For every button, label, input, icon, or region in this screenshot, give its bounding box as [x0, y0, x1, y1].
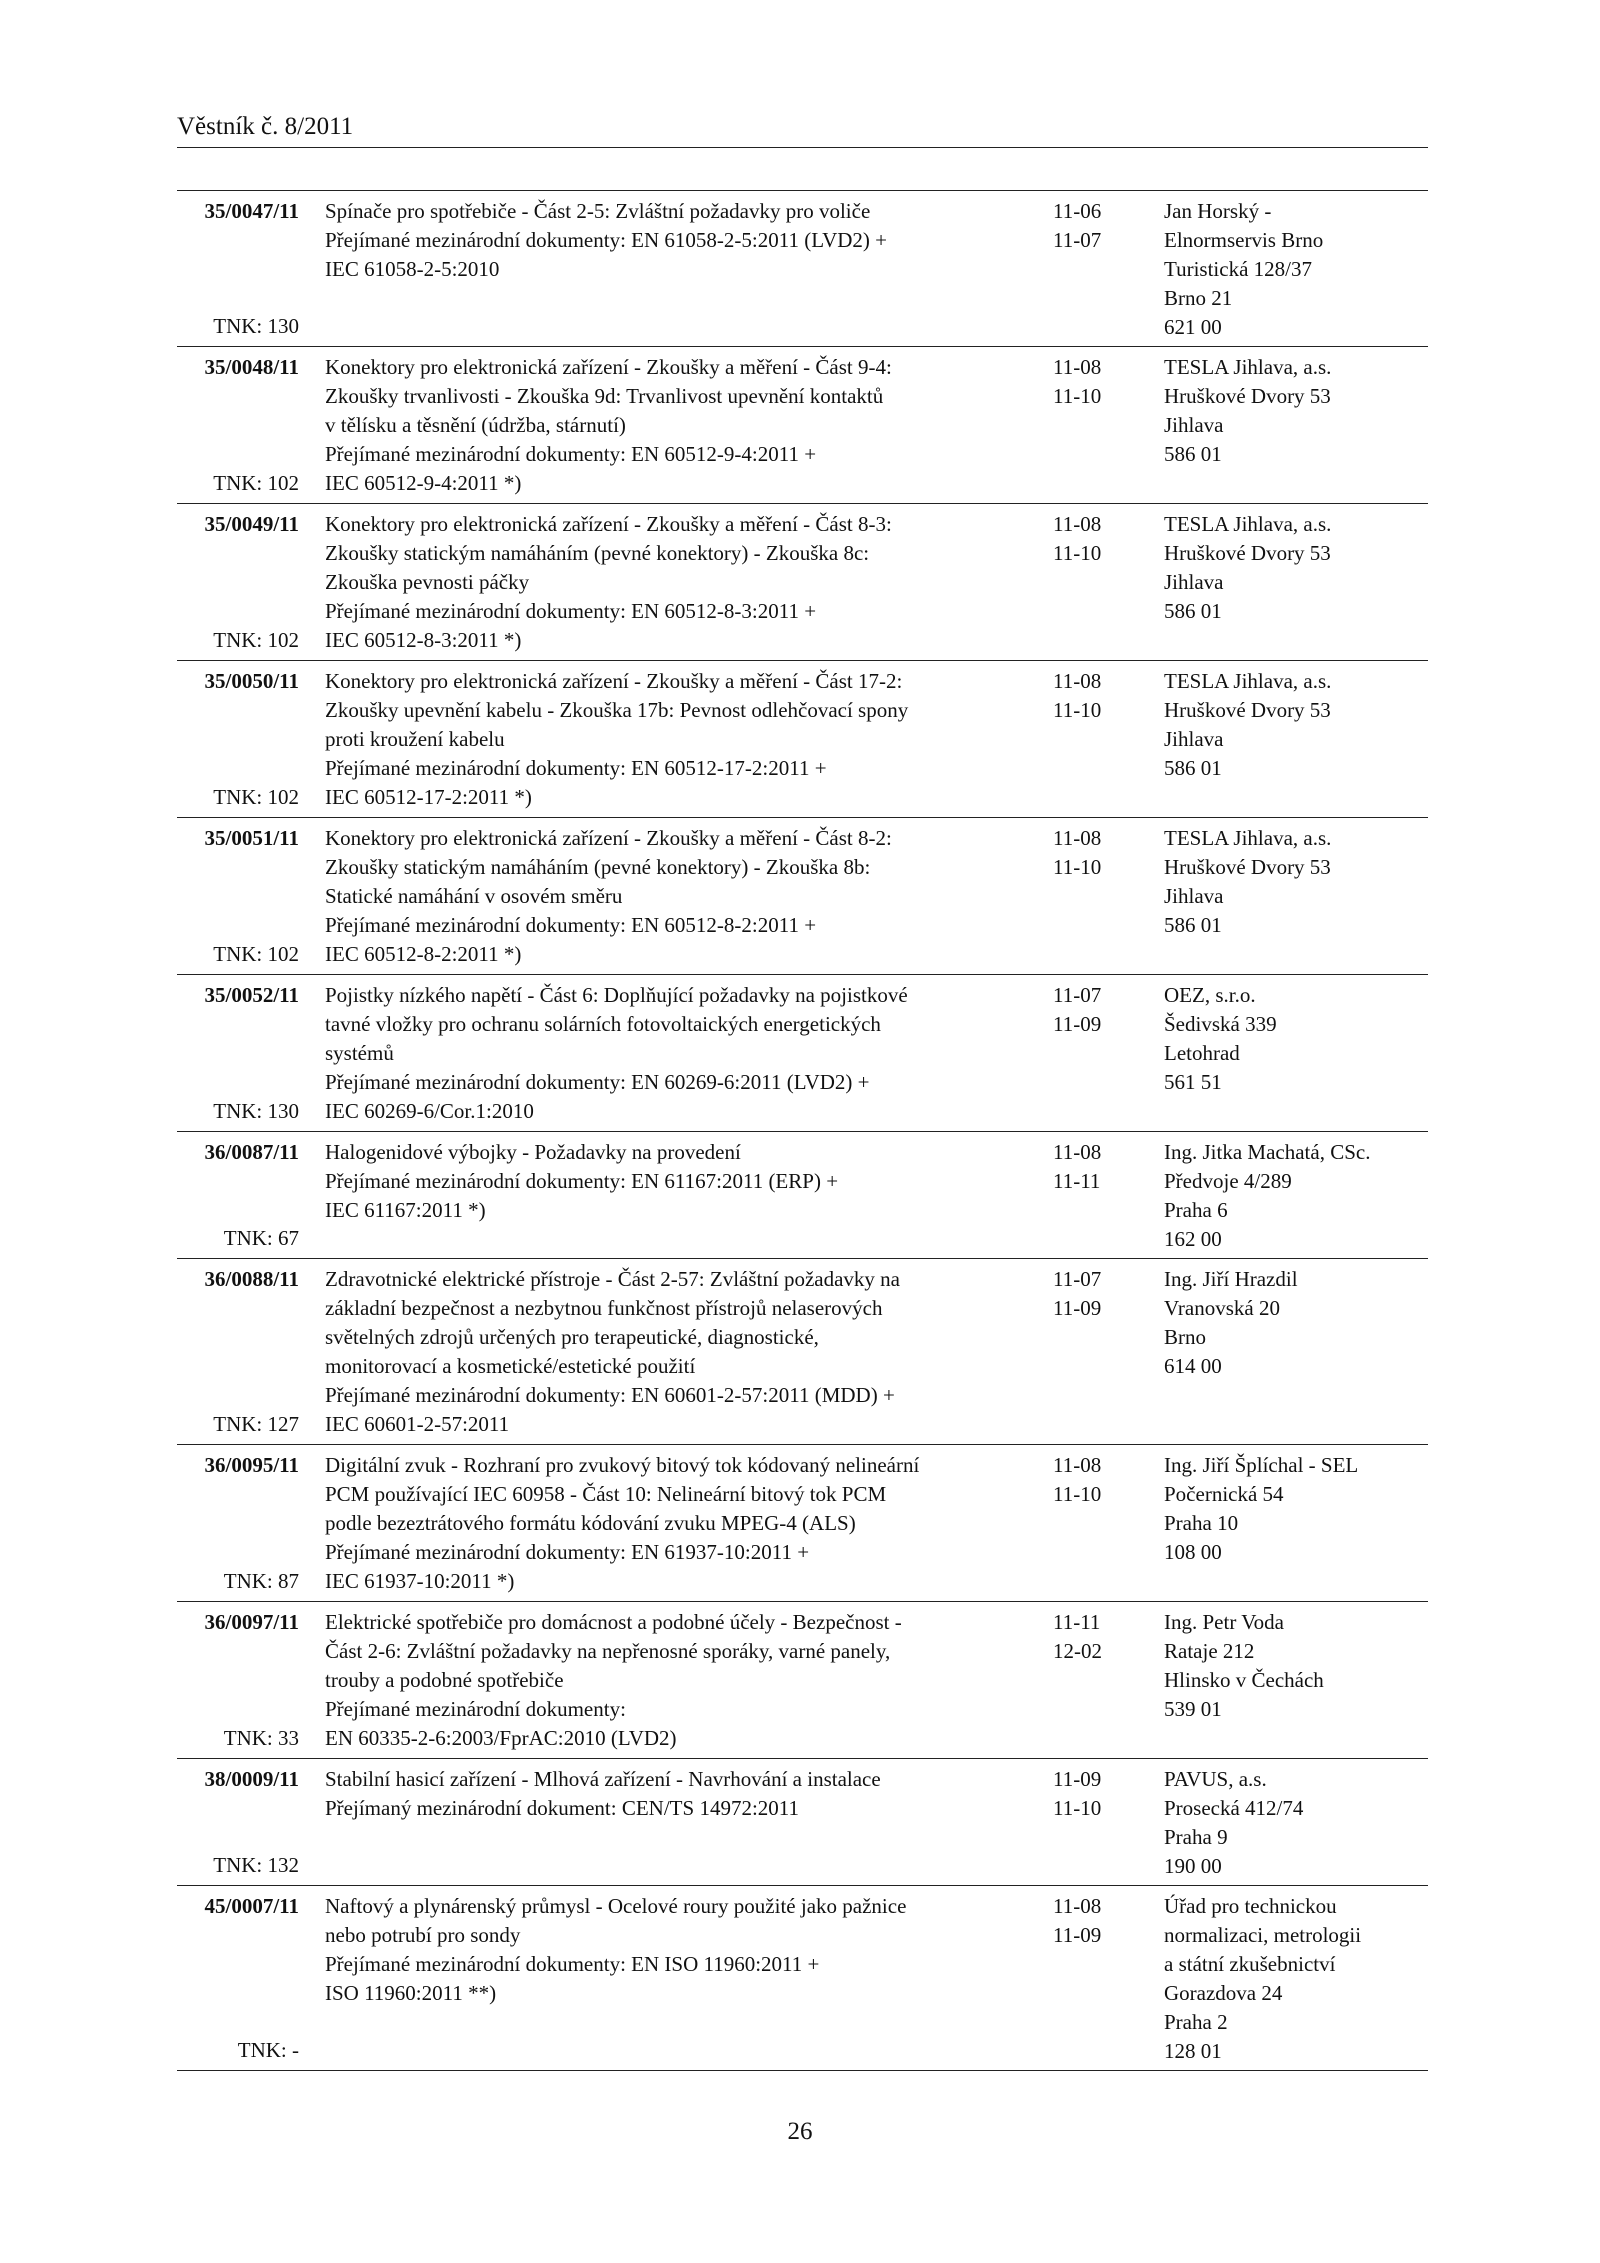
record-date: 11-10 [1053, 1796, 1102, 1820]
record-date: 11-09 [1053, 1767, 1102, 1791]
record-title-line: nebo potrubí pro sondy [325, 1923, 521, 1947]
record-address-line: Jihlava [1164, 413, 1224, 437]
record-address-line: 561 51 [1164, 1070, 1222, 1094]
record-address-line: Jan Horský - [1164, 199, 1272, 223]
record-title [325, 510, 895, 655]
record-address-line: Brno [1164, 1325, 1206, 1349]
record-address-line: 614 00 [1164, 1354, 1222, 1378]
record-address-line: Rataje 212 [1164, 1639, 1255, 1663]
table-row [177, 661, 1428, 818]
record-tnk: TNK: 102 [213, 628, 299, 652]
standards-table [177, 190, 1428, 2071]
record-title [325, 1765, 895, 1823]
record-title-line: ISO 11960:2011 **) [325, 1981, 497, 2005]
record-dates [1053, 981, 1143, 1039]
record-address-line: Ing. Jiří Šplíchal - SEL [1164, 1453, 1359, 1477]
record-id: 36/0088/11 [204, 1267, 299, 1291]
record-id: 35/0047/11 [204, 199, 299, 223]
record-address-line: Praha 10 [1164, 1511, 1239, 1535]
record-tnk: TNK: 33 [223, 1726, 299, 1750]
table-row [177, 1886, 1428, 2071]
record-title-line: Naftový a plynárenský průmysl - Ocelové roury použité jako pažnice [325, 1894, 907, 1918]
record-address-line: Praha 6 [1164, 1198, 1228, 1222]
record-address [1164, 667, 1426, 783]
record-address-line: 108 00 [1164, 1540, 1222, 1564]
record-address-line: Hlinsko v Čechách [1164, 1668, 1324, 1692]
record-title [325, 1138, 895, 1225]
record-address-line: 162 00 [1164, 1227, 1222, 1251]
record-title-line: systémů [325, 1041, 394, 1065]
record-title-line: Přejímané mezinárodní dokumenty: EN 61937-10:2011 + [325, 1540, 810, 1564]
record-address [1164, 1892, 1426, 2066]
record-title-line: Přejímané mezinárodní dokumenty: EN 60269-6:2011 (LVD2) + [325, 1070, 870, 1094]
record-address-line: TESLA Jihlava, a.s. [1164, 512, 1332, 536]
record-address-line: Prosecká 412/74 [1164, 1796, 1304, 1820]
record-title-line: IEC 60269-6/Cor.1:2010 [325, 1099, 534, 1123]
record-address [1164, 1451, 1426, 1567]
record-address-line: Předvoje 4/289 [1164, 1169, 1292, 1193]
record-title-line: Přejímané mezinárodní dokumenty: EN 61058-2-5:2011 (LVD2) + [325, 228, 888, 252]
record-address-line: TESLA Jihlava, a.s. [1164, 355, 1332, 379]
record-date: 11-11 [1053, 1169, 1101, 1193]
record-id: 35/0049/11 [204, 512, 299, 536]
table-row [177, 1445, 1428, 1602]
record-title-line: IEC 61058-2-5:2010 [325, 257, 500, 281]
record-id: 35/0048/11 [204, 355, 299, 379]
record-address [1164, 510, 1426, 626]
record-title-line: Pojistky nízkého napětí - Část 6: Doplňující požadavky na pojistkové [325, 983, 908, 1007]
record-address-line: Gorazdova 24 [1164, 1981, 1283, 2005]
record-title-line: Zkoušky upevnění kabelu - Zkouška 17b: Pevnost odlehčovací spony [325, 698, 909, 722]
record-address-line: Jihlava [1164, 727, 1224, 751]
record-address-line: Elnormservis Brno [1164, 228, 1324, 252]
record-date: 11-10 [1053, 1482, 1102, 1506]
record-title [325, 667, 909, 812]
record-address-line: 539 01 [1164, 1697, 1222, 1721]
record-date: 11-08 [1053, 1453, 1102, 1477]
record-id: 35/0050/11 [204, 669, 299, 693]
record-tnk: TNK: 130 [213, 1099, 299, 1123]
record-title-line: Zkoušky statickým namáháním (pevné konektory) - Zkouška 8c: [325, 541, 870, 565]
record-title-line: Přejímané mezinárodní dokumenty: EN ISO 11960:2011 + [325, 1952, 820, 1976]
table-row [177, 347, 1428, 504]
record-dates [1053, 1451, 1143, 1509]
record-address-line: 586 01 [1164, 442, 1222, 466]
record-address-line: Letohrad [1164, 1041, 1240, 1065]
record-title [325, 1608, 902, 1753]
record-title-line: Konektory pro elektronická zařízení - Zkoušky a měření - Část 9-4: [325, 355, 892, 379]
record-dates [1053, 1265, 1143, 1323]
record-title-line: světelných zdrojů určených pro terapeutické, diagnostické, [325, 1325, 819, 1349]
record-title-line: IEC 60512-9-4:2011 *) [325, 471, 522, 495]
record-date: 11-08 [1053, 1140, 1102, 1164]
table-row [177, 1259, 1428, 1445]
record-address [1164, 824, 1426, 940]
record-title-line: Přejímaný mezinárodní dokument: CEN/TS 14972:2011 [325, 1796, 799, 1820]
record-address-line: Počernická 54 [1164, 1482, 1284, 1506]
record-address-line: Hruškové Dvory 53 [1164, 855, 1331, 879]
record-tnk: TNK: 87 [223, 1569, 299, 1593]
record-dates [1053, 197, 1143, 255]
record-title-line: IEC 60512-17-2:2011 *) [325, 785, 532, 809]
record-address-line: Jihlava [1164, 884, 1224, 908]
record-title-line: tavné vložky pro ochranu solárních fotovoltaických energetických [325, 1012, 881, 1036]
record-address-line: Hruškové Dvory 53 [1164, 384, 1331, 408]
record-id: 38/0009/11 [204, 1767, 299, 1791]
table-row [177, 975, 1428, 1132]
record-address-line: 190 00 [1164, 1854, 1222, 1878]
record-title-line: Stabilní hasicí zařízení - Mlhová zařízení - Navrhování a instalace [325, 1767, 881, 1791]
record-dates [1053, 353, 1143, 411]
record-address-line: a státní zkušebnictví [1164, 1952, 1336, 1976]
record-title-line: podle bezeztrátového formátu kódování zvuku MPEG-4 (ALS) [325, 1511, 856, 1535]
record-address [1164, 1765, 1426, 1881]
record-date: 11-08 [1053, 669, 1102, 693]
record-tnk: TNK: 130 [213, 314, 299, 338]
record-id: 36/0097/11 [204, 1610, 299, 1634]
record-id: 35/0051/11 [204, 826, 299, 850]
record-title-line: Zdravotnické elektrické přístroje - Část 2-57: Zvláštní požadavky na [325, 1267, 900, 1291]
record-address-line: Turistická 128/37 [1164, 257, 1312, 281]
record-address-line: normalizaci, metrologii [1164, 1923, 1362, 1947]
record-title-line: Část 2-6: Zvláštní požadavky na nepřenosné sporáky, varné panely, [325, 1639, 891, 1663]
record-id: 45/0007/11 [204, 1894, 299, 1918]
record-title [325, 1451, 920, 1596]
record-date: 11-07 [1053, 228, 1102, 252]
record-title-line: EN 60335-2-6:2003/FprAC:2010 (LVD2) [325, 1726, 677, 1750]
record-title-line: IEC 60512-8-3:2011 *) [325, 628, 522, 652]
record-title-line: Digitální zvuk - Rozhraní pro zvukový bitový tok kódovaný nelineární [325, 1453, 920, 1477]
record-title-line: trouby a podobné spotřebiče [325, 1668, 564, 1692]
record-dates [1053, 667, 1143, 725]
record-address-line: Hruškové Dvory 53 [1164, 698, 1331, 722]
record-dates [1053, 1765, 1143, 1823]
record-address [1164, 353, 1426, 469]
record-title-line: Konektory pro elektronická zařízení - Zkoušky a měření - Část 8-2: [325, 826, 892, 850]
record-address-line: 586 01 [1164, 599, 1222, 623]
record-address-line: OEZ, s.r.o. [1164, 983, 1256, 1007]
record-date: 11-06 [1053, 199, 1102, 223]
record-address-line: Praha 9 [1164, 1825, 1228, 1849]
record-title [325, 197, 895, 284]
page-header [177, 113, 1428, 148]
record-address-line: Ing. Jitka Machatá, CSc. [1164, 1140, 1371, 1164]
record-title-line: Zkouška pevnosti páčky [325, 570, 530, 594]
record-date: 11-08 [1053, 355, 1102, 379]
record-address-line: Praha 2 [1164, 2010, 1228, 2034]
record-title-line: Přejímané mezinárodní dokumenty: EN 60601-2-57:2011 (MDD) + [325, 1383, 895, 1407]
record-address-line: Šedivská 339 [1164, 1012, 1277, 1036]
record-title-line: PCM používající IEC 60958 - Část 10: Nelineární bitový tok PCM [325, 1482, 887, 1506]
record-title-line: Zkoušky statickým namáháním (pevné konektory) - Zkouška 8b: [325, 855, 871, 879]
record-address-line: Hruškové Dvory 53 [1164, 541, 1331, 565]
record-date: 11-10 [1053, 541, 1102, 565]
table-row [177, 504, 1428, 661]
record-title-line: IEC 61937-10:2011 *) [325, 1569, 515, 1593]
record-address [1164, 1138, 1426, 1254]
record-tnk: TNK: 102 [213, 471, 299, 495]
record-title-line: základní bezpečnost a nezbytnou funkčnost přístrojů nelaserových [325, 1296, 883, 1320]
record-address-line: 621 00 [1164, 315, 1222, 339]
page-number: 26 [787, 2118, 813, 2145]
record-title [325, 353, 895, 498]
record-date: 12-02 [1053, 1639, 1102, 1663]
record-date: 11-08 [1053, 826, 1102, 850]
record-date: 11-10 [1053, 855, 1102, 879]
record-date: 11-08 [1053, 512, 1102, 536]
record-title-line: IEC 60601-2-57:2011 [325, 1412, 510, 1436]
record-title-line: Přejímané mezinárodní dokumenty: EN 60512-8-2:2011 + [325, 913, 817, 937]
page-header-title: Věstník č. 8/2011 [177, 113, 354, 140]
record-date: 11-11 [1053, 1610, 1101, 1634]
record-date: 11-08 [1053, 1894, 1102, 1918]
record-dates [1053, 510, 1143, 568]
record-address-line: Ing. Petr Voda [1164, 1610, 1284, 1634]
record-title-line: Konektory pro elektronická zařízení - Zkoušky a měření - Část 8-3: [325, 512, 892, 536]
record-tnk: TNK: 67 [223, 1226, 299, 1250]
record-title-line: Spínače pro spotřebiče - Část 2-5: Zvláštní požadavky pro voliče [325, 199, 871, 223]
record-title-line: Elektrické spotřebiče pro domácnost a podobné účely - Bezpečnost - [325, 1610, 902, 1634]
record-title-line: Přejímané mezinárodní dokumenty: EN 60512-9-4:2011 + [325, 442, 817, 466]
record-dates [1053, 1608, 1143, 1666]
record-title-line: Halogenidové výbojky - Požadavky na provedení [325, 1140, 741, 1164]
record-dates [1053, 824, 1143, 882]
record-address-line: TESLA Jihlava, a.s. [1164, 669, 1332, 693]
record-title-line: Přejímané mezinárodní dokumenty: [325, 1697, 626, 1721]
record-date: 11-09 [1053, 1012, 1102, 1036]
record-tnk: TNK: 127 [213, 1412, 299, 1436]
record-address [1164, 981, 1426, 1097]
record-date: 11-07 [1053, 983, 1102, 1007]
record-address [1164, 1608, 1426, 1724]
table-row [177, 1759, 1428, 1886]
record-dates [1053, 1892, 1143, 1950]
record-dates [1053, 1138, 1143, 1196]
record-title-line: IEC 61167:2011 *) [325, 1198, 486, 1222]
record-address-line: 586 01 [1164, 913, 1222, 937]
record-title [325, 981, 908, 1126]
record-date: 11-10 [1053, 698, 1102, 722]
record-address-line: Ing. Jiří Hrazdil [1164, 1267, 1298, 1291]
record-title-line: proti kroužení kabelu [325, 727, 505, 751]
record-tnk: TNK: 132 [213, 1853, 299, 1877]
record-date: 11-09 [1053, 1923, 1102, 1947]
record-title-line: monitorovací a kosmetické/estetické použití [325, 1354, 696, 1378]
record-title [325, 824, 895, 969]
record-title-line: Přejímané mezinárodní dokumenty: EN 60512-17-2:2011 + [325, 756, 827, 780]
record-date: 11-07 [1053, 1267, 1102, 1291]
table-row [177, 818, 1428, 975]
record-title-line: IEC 60512-8-2:2011 *) [325, 942, 522, 966]
record-title [325, 1265, 900, 1439]
record-title-line: Statické namáhání v osovém směru [325, 884, 623, 908]
record-address [1164, 1265, 1426, 1381]
record-address-line: PAVUS, a.s. [1164, 1767, 1267, 1791]
record-address-line: 128 01 [1164, 2039, 1222, 2063]
record-address-line: Jihlava [1164, 570, 1224, 594]
record-title-line: Zkoušky trvanlivosti - Zkouška 9d: Trvanlivost upevnění kontaktů [325, 384, 884, 408]
record-id: 36/0095/11 [204, 1453, 299, 1477]
table-row [177, 191, 1428, 347]
record-address-line: Brno 21 [1164, 286, 1233, 310]
record-address-line: Úřad pro technickou [1164, 1894, 1337, 1918]
record-date: 11-09 [1053, 1296, 1102, 1320]
record-title [325, 1892, 907, 2008]
record-address-line: Vranovská 20 [1164, 1296, 1280, 1320]
record-title-line: Přejímané mezinárodní dokumenty: EN 60512-8-3:2011 + [325, 599, 817, 623]
record-title-line: Konektory pro elektronická zařízení - Zkoušky a měření - Část 17-2: [325, 669, 903, 693]
record-address-line: TESLA Jihlava, a.s. [1164, 826, 1332, 850]
record-address [1164, 197, 1426, 342]
table-row [177, 1602, 1428, 1759]
record-tnk: TNK: 102 [213, 942, 299, 966]
record-id: 36/0087/11 [204, 1140, 299, 1164]
record-title-line: v tělísku a těsnění (údržba, stárnutí) [325, 413, 626, 437]
record-date: 11-10 [1053, 384, 1102, 408]
record-id: 35/0052/11 [204, 983, 299, 1007]
record-title-line: Přejímané mezinárodní dokumenty: EN 61167:2011 (ERP) + [325, 1169, 839, 1193]
record-address-line: 586 01 [1164, 756, 1222, 780]
record-tnk: TNK: 102 [213, 785, 299, 809]
table-row [177, 1132, 1428, 1259]
record-tnk: TNK: - [237, 2038, 299, 2062]
